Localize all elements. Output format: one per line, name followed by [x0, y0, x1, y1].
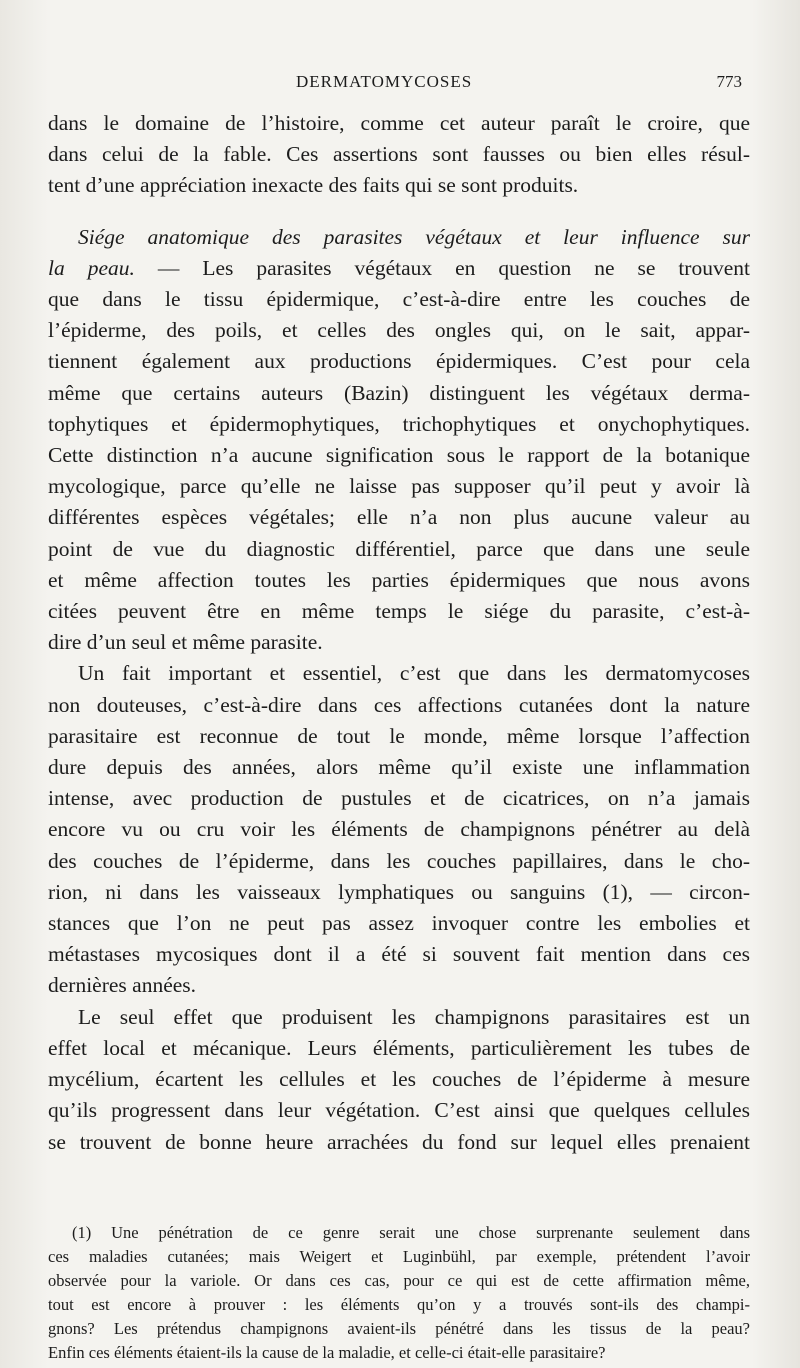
footnote	[48, 1221, 750, 1365]
text-line: et même affection toutes les parties épidermiques que nous avons	[48, 567, 750, 592]
text-line: Cette distinction n’a aucune signification sous le rapport de la botanique	[48, 443, 750, 468]
body-text	[48, 108, 750, 1158]
page-number: 773	[716, 72, 742, 91]
text-line: qu’ils progressent dans leur végétation. C’est ainsi que quelques cellules	[48, 1098, 750, 1123]
section-heading-end: la peau.	[48, 255, 135, 280]
section-heading: Siége anatomique des parasites végétaux et leur influence sur	[78, 224, 750, 249]
text-line: mycélium, écartent les cellules et les couches de l’épiderme à mesure	[48, 1067, 750, 1092]
text-line: rion, ni dans les vaisseaux lymphatiques ou sanguins (1), — circon-	[48, 879, 750, 904]
text-line: parasitaire est reconnue de tout le monde, même lorsque l’affection	[48, 723, 750, 748]
text-line: tent d’une appréciation inexacte des faits qui se sont produits.	[48, 173, 579, 198]
text-line: différentes espèces végétales; elle n’a non plus aucune valeur au	[48, 505, 750, 530]
text-line: citées peuvent être en même temps le siége du parasite, c’est-à-	[48, 599, 750, 624]
running-title: DERMATOMYCOSES	[296, 72, 473, 91]
text-line: même que certains auteurs (Bazin) distinguent les végétaux derma-	[48, 380, 750, 405]
footnote-line: observée pour la variole. Or dans ces cas, pour ce qui est de cette affirmation même,	[48, 1271, 750, 1290]
text-line: mycologique, parce qu’elle ne laisse pas supposer qu’il peut y avoir là	[48, 474, 750, 499]
text-line: Le seul effet que produisent les champignons parasitaires est un	[78, 1004, 750, 1029]
text-line: effet local et mécanique. Leurs éléments, particulièrement les tubes de	[48, 1035, 750, 1060]
footnote-line: ces maladies cutanées; mais Weigert et Luginbühl, par exemple, prétendent l’avoir	[48, 1247, 750, 1266]
text-line: encore vu ou cru voir les éléments de champignons pénétrer au delà	[48, 817, 750, 842]
text-line: l’épiderme, des poils, et celles des ongles qui, on le sait, appar-	[48, 318, 750, 343]
footnote-line: (1) Une pénétration de ce genre serait une chose surprenante seulement dans	[72, 1223, 750, 1242]
text-line: tophytiques et épidermophytiques, trichophytiques et onychophytiques.	[48, 411, 750, 436]
paragraph-1	[48, 108, 750, 202]
text-line: des couches de l’épiderme, dans les couches papillaires, dans le cho-	[48, 848, 750, 873]
text-line: dernières années.	[48, 973, 197, 998]
text-line: dire d’un seul et même parasite.	[48, 630, 323, 655]
text-line: non douteuses, c’est-à-dire dans ces affections cutanées dont la nature	[48, 692, 750, 717]
paragraph-4	[48, 1002, 750, 1158]
text-line: dans le domaine de l’histoire, comme cet auteur paraît le croire, que	[48, 111, 750, 135]
text-line: dans celui de la fable. Ces assertions sont fausses ou bien elles résul-	[48, 142, 750, 167]
footnote-line: Enfin ces éléments étaient-ils la cause de la maladie, et celle-ci était-elle parasitaire?	[48, 1343, 606, 1362]
text-line: tiennent également aux productions épidermiques. C’est pour cela	[48, 349, 750, 374]
text-line: que dans le tissu épidermique, c’est-à-dire entre les couches de	[48, 287, 750, 312]
section-heading-line	[48, 222, 750, 253]
page-header	[48, 72, 742, 98]
text-line: dure depuis des années, alors même qu’il existe une inflammation	[48, 755, 750, 780]
text-line: métastases mycosiques dont il a été si souvent fait mention dans ces	[48, 942, 750, 967]
text-line: stances que l’on ne peut pas assez invoquer contre les embolies et	[48, 911, 750, 936]
text-line: point de vue du diagnostic différentiel, parce que dans une seule	[48, 536, 750, 561]
text-line: intense, avec production de pustules et de cicatrices, on n’a jamais	[48, 786, 750, 811]
text-run: — Les parasites végétaux en question ne se trouvent	[134, 255, 750, 280]
text-line: Un fait important et essentiel, c’est que dans les dermatomycoses	[78, 661, 750, 686]
paragraph-2	[48, 222, 750, 659]
text-line: se trouvent de bonne heure arrachées du fond sur lequel elles prenaient	[48, 1129, 750, 1154]
text-line	[48, 253, 750, 284]
footnote-line: tout est encore à prouver : les éléments qu’on y a trouvés sont-ils des champi-	[48, 1295, 750, 1314]
footnote-line: gnons? Les prétendus champignons avaient-ils pénétré dans les tissus de la peau?	[48, 1319, 750, 1338]
paragraph-3	[48, 658, 750, 1001]
